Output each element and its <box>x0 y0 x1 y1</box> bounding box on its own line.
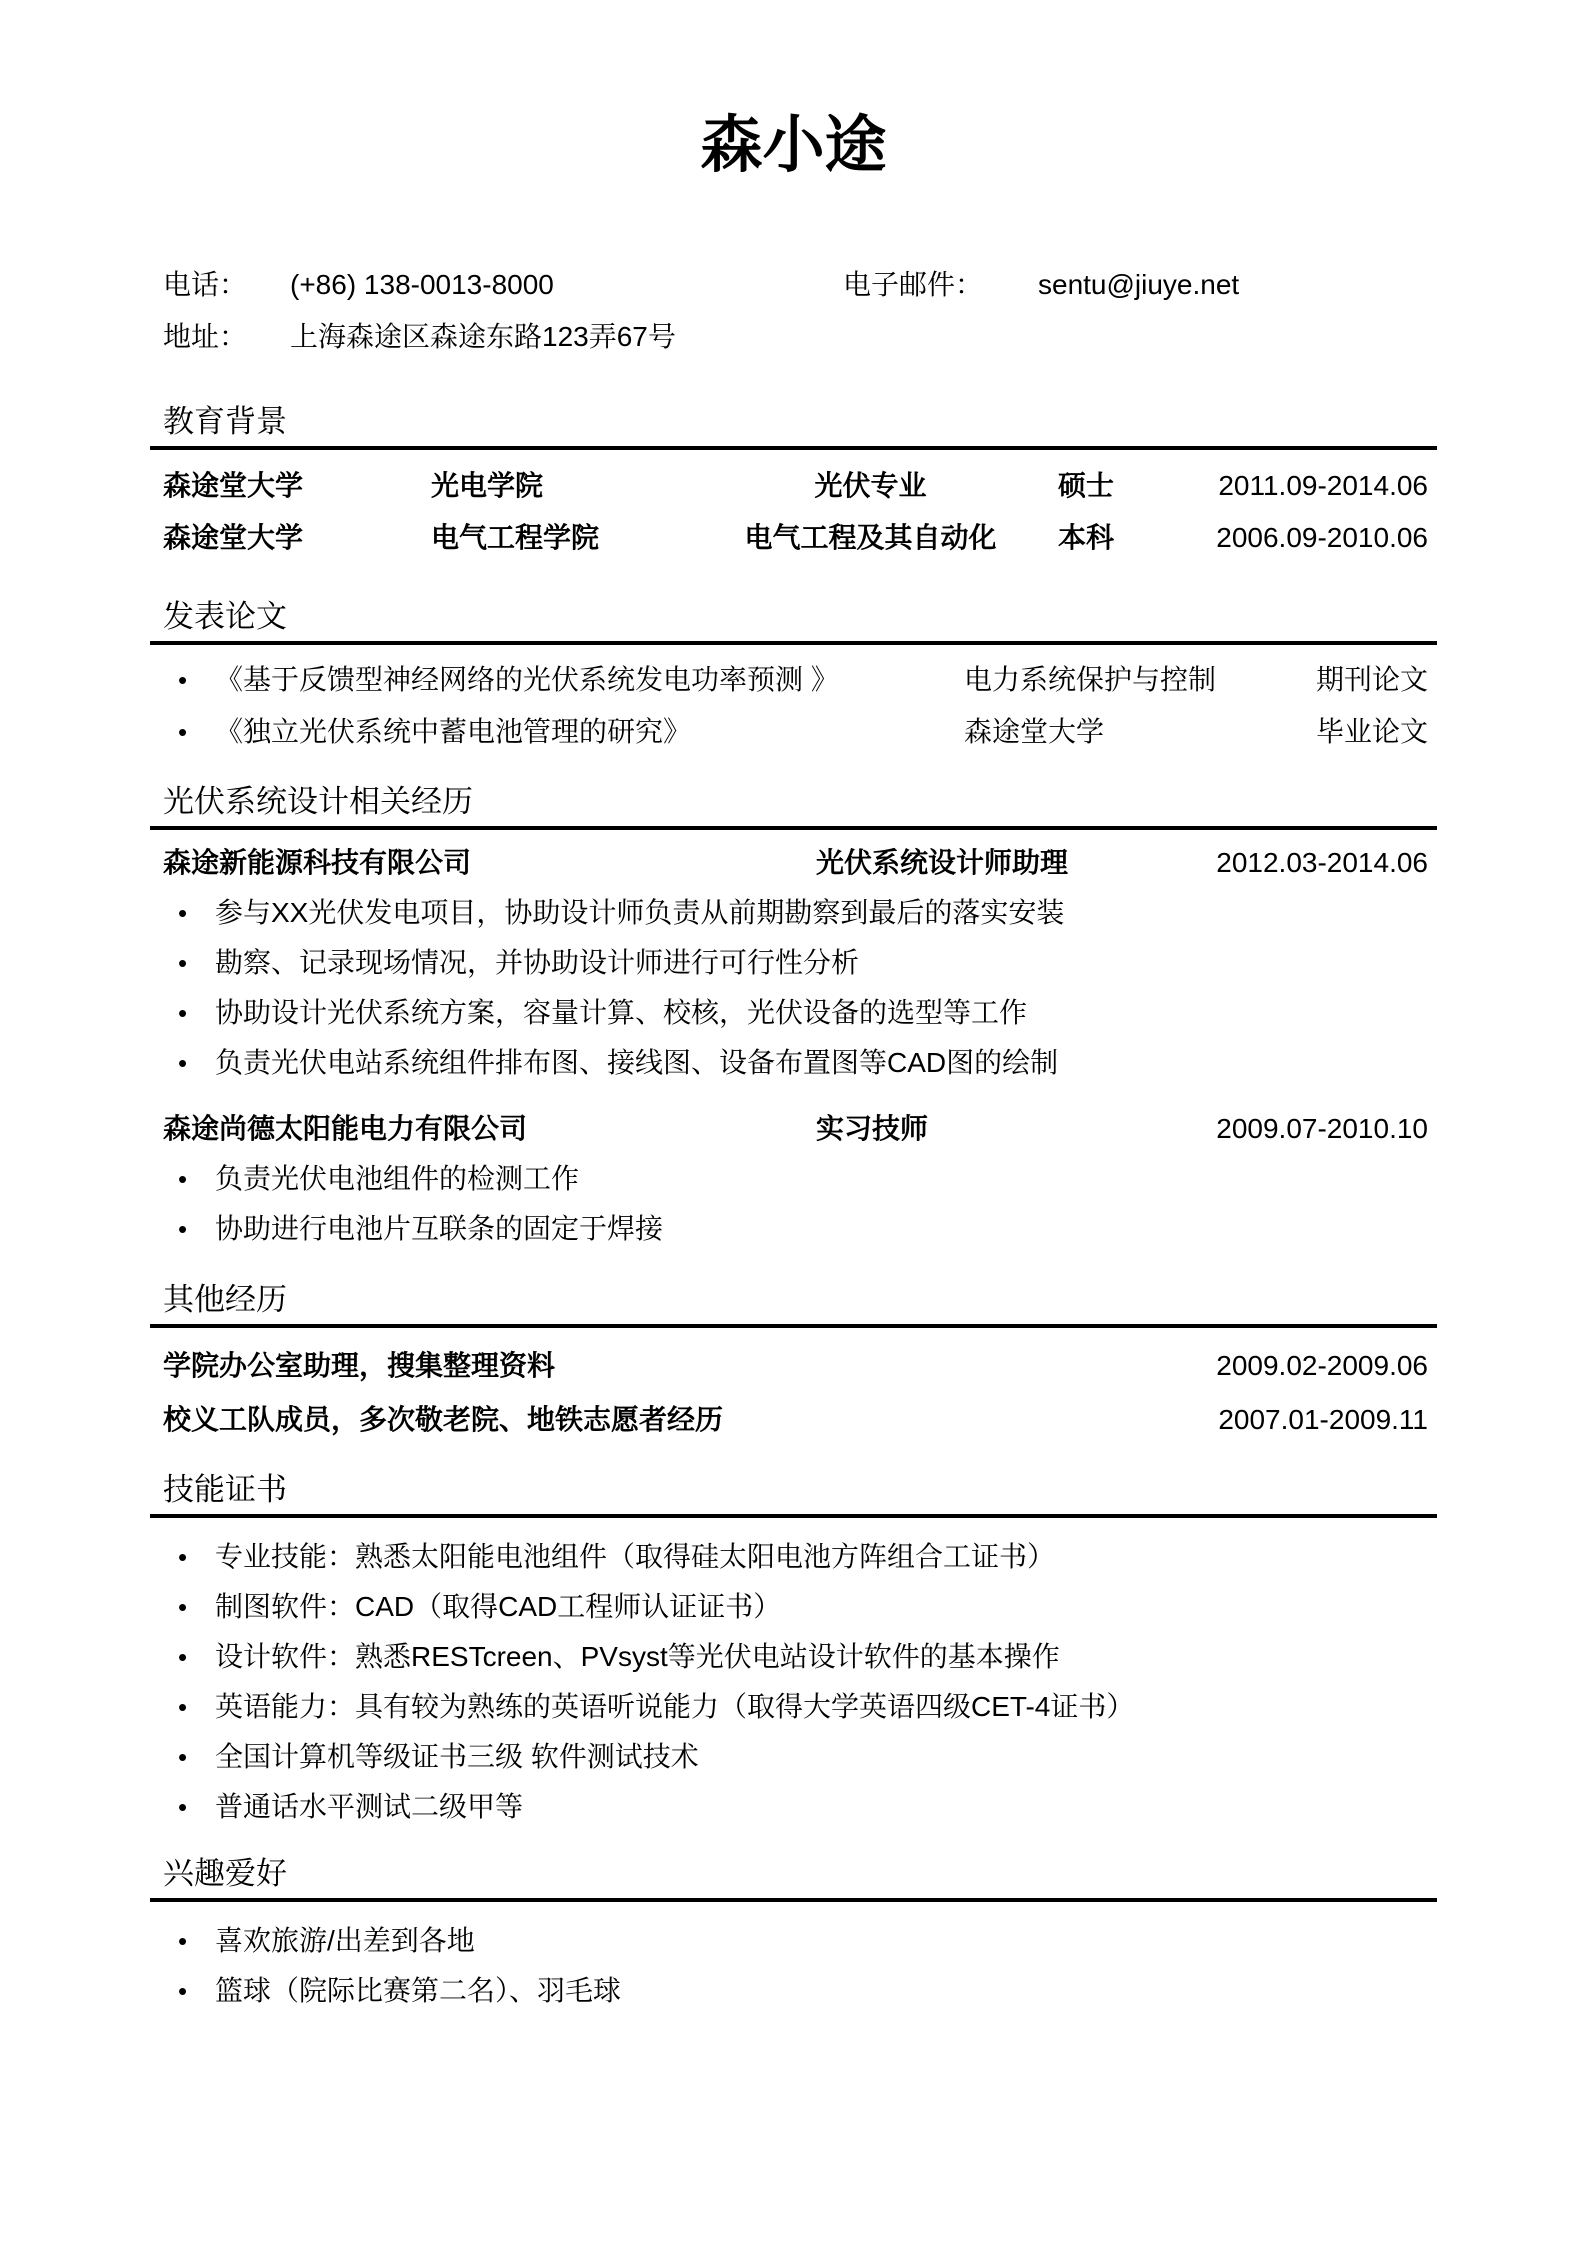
skill-text: 制图软件：CAD（取得CAD工程师认证证书） <box>215 1591 782 1622</box>
job-position: 实习技师 <box>816 1113 929 1144</box>
college-name: 光电学院 <box>431 470 544 501</box>
job-duty-item <box>163 1212 1428 1246</box>
contact-row-address <box>150 320 1437 354</box>
job-duty-text: 协助进行电池片互联条的固定于焊接 <box>215 1213 664 1244</box>
address-value: 上海森途区森途东路123弄67号 <box>290 321 676 352</box>
interests-list <box>150 1924 1437 2008</box>
bullet-marker: • <box>178 1692 188 1722</box>
job-period: 2012.03-2014.06 <box>1216 847 1428 878</box>
bullet-marker: • <box>178 1592 188 1622</box>
bullet-marker: • <box>178 1926 188 1956</box>
email-value: sentu@jiuye.net <box>1038 269 1240 300</box>
job-header <box>150 1112 1437 1146</box>
section-publications <box>150 599 1437 749</box>
other-experience-text: 学院办公室助理，搜集整理资料 <box>163 1350 556 1381</box>
skill-text: 全国计算机等级证书三级 软件测试技术 <box>215 1741 699 1772</box>
phone-value: (+86) 138-0013-8000 <box>290 269 554 300</box>
interest-item <box>163 1924 1428 1958</box>
bullet-marker: • <box>178 948 188 978</box>
bullet-marker: • <box>178 898 188 928</box>
other-experience-row <box>150 1350 1437 1382</box>
job-entry <box>150 1112 1437 1246</box>
bullet-marker: • <box>178 1792 188 1822</box>
bullet-marker: • <box>178 998 188 1028</box>
publication-title-cell <box>163 715 964 749</box>
publication-type: 期刊论文 <box>1316 664 1429 695</box>
college-name: 电气工程学院 <box>431 522 600 553</box>
skill-text: 设计软件：熟悉RESTcreen、PVsyst等光伏电站设计软件的基本操作 <box>215 1641 1060 1672</box>
section-interests <box>150 1856 1437 2008</box>
candidate-name: 森小途 <box>700 111 887 180</box>
bullet-marker: • <box>178 717 188 747</box>
paper-title: 《独立光伏系统中蓄电池管理的研究》 <box>215 716 692 747</box>
education-period: 2011.09-2014.06 <box>1218 470 1428 501</box>
job-duty-text: 负责光伏电站系统组件排布图、接线图、设备布置图等CAD图的绘制 <box>215 1047 1059 1078</box>
skill-item <box>163 1690 1428 1724</box>
other-experience-row <box>150 1404 1437 1436</box>
bullet-marker: • <box>178 1214 188 1244</box>
other-experience-period: 2009.02-2009.06 <box>1216 1350 1428 1381</box>
skill-item <box>163 1790 1428 1824</box>
bullet-marker: • <box>178 1742 188 1772</box>
skills-list <box>150 1540 1437 1824</box>
section-experience <box>150 784 1437 1246</box>
job-entry <box>150 846 1437 1080</box>
skill-item <box>163 1740 1428 1774</box>
degree-name: 本科 <box>1058 522 1115 553</box>
email-label: 电子邮件： <box>843 269 984 300</box>
job-duty-text: 协助设计光伏系统方案，容量计算、校核，光伏设备的选型等工作 <box>215 997 1028 1028</box>
other-experience-period: 2007.01-2009.11 <box>1218 1404 1428 1435</box>
job-duty-item <box>163 1162 1428 1196</box>
education-period: 2006.09-2010.06 <box>1216 522 1428 553</box>
job-duty-list <box>150 1162 1437 1246</box>
education-section-title: 教育背景 <box>150 404 1437 450</box>
bullet-marker: • <box>178 1976 188 2006</box>
skill-text: 普通话水平测试二级甲等 <box>215 1791 524 1822</box>
job-duty-item <box>163 1046 1428 1080</box>
job-duty-item <box>163 996 1428 1030</box>
skill-item <box>163 1640 1428 1674</box>
bullet-marker: • <box>178 665 188 695</box>
education-row <box>150 470 1437 502</box>
job-header <box>150 846 1437 880</box>
company-name: 森途尚德太阳能电力有限公司 <box>163 1113 528 1144</box>
interests-section-title: 兴趣爱好 <box>150 1856 1437 1902</box>
publication-venue: 电力系统保护与控制 <box>964 664 1217 695</box>
skill-text: 英语能力：具有较为熟练的英语听说能力（取得大学英语四级CET-4证书） <box>215 1691 1135 1722</box>
section-other-experience <box>150 1282 1437 1436</box>
skills-section-title: 技能证书 <box>150 1472 1437 1518</box>
job-duty-item <box>163 896 1428 930</box>
job-duty-text: 参与XX光伏发电项目，协助设计师负责从前期勘察到最后的落实安装 <box>215 897 1065 928</box>
bullet-marker: • <box>178 1048 188 1078</box>
skill-item <box>163 1590 1428 1624</box>
publications-section-title: 发表论文 <box>150 599 1437 645</box>
school-name: 森途堂大学 <box>163 522 304 553</box>
bullet-marker: • <box>178 1542 188 1572</box>
major-name: 光伏专业 <box>814 470 927 501</box>
contact-row-phone-email <box>150 268 1437 302</box>
publication-row <box>150 663 1437 697</box>
major-name: 电气工程及其自动化 <box>744 522 997 553</box>
skill-text: 专业技能：熟悉太阳能电池组件（取得硅太阳电池方阵组合工证书） <box>215 1541 1056 1572</box>
publication-title-cell <box>163 663 964 697</box>
publication-row <box>150 715 1437 749</box>
job-duty-text: 负责光伏电池组件的检测工作 <box>215 1163 580 1194</box>
experience-section-title: 光伏系统设计相关经历 <box>150 784 1437 830</box>
job-period: 2009.07-2010.10 <box>1216 1113 1428 1144</box>
degree-name: 硕士 <box>1058 470 1115 501</box>
other-section-title: 其他经历 <box>150 1282 1437 1328</box>
address-label: 地址： <box>163 321 248 352</box>
other-experience-text: 校义工队成员，多次敬老院、地铁志愿者经历 <box>163 1404 724 1435</box>
paper-title: 《基于反馈型神经网络的光伏系统发电功率预测 》 <box>215 664 839 695</box>
interest-item <box>163 1974 1428 2008</box>
job-duty-item <box>163 946 1428 980</box>
job-duty-text: 勘察、记录现场情况，并协助设计师进行可行性分析 <box>215 947 860 978</box>
job-duty-list <box>150 896 1437 1080</box>
publication-venue: 森途堂大学 <box>964 716 1105 747</box>
job-position: 光伏系统设计师助理 <box>816 847 1069 878</box>
interest-text: 篮球（院际比赛第二名）、羽毛球 <box>215 1975 622 2006</box>
bullet-marker: • <box>178 1642 188 1672</box>
interest-text: 喜欢旅游/出差到各地 <box>215 1925 475 1956</box>
section-skills <box>150 1472 1437 1824</box>
company-name: 森途新能源科技有限公司 <box>163 847 472 878</box>
section-education <box>150 404 1437 554</box>
publication-type: 毕业论文 <box>1316 716 1429 747</box>
school-name: 森途堂大学 <box>163 470 304 501</box>
education-row <box>150 522 1437 554</box>
bullet-marker: • <box>178 1164 188 1194</box>
skill-item <box>163 1540 1428 1574</box>
phone-label: 电话： <box>163 269 248 300</box>
